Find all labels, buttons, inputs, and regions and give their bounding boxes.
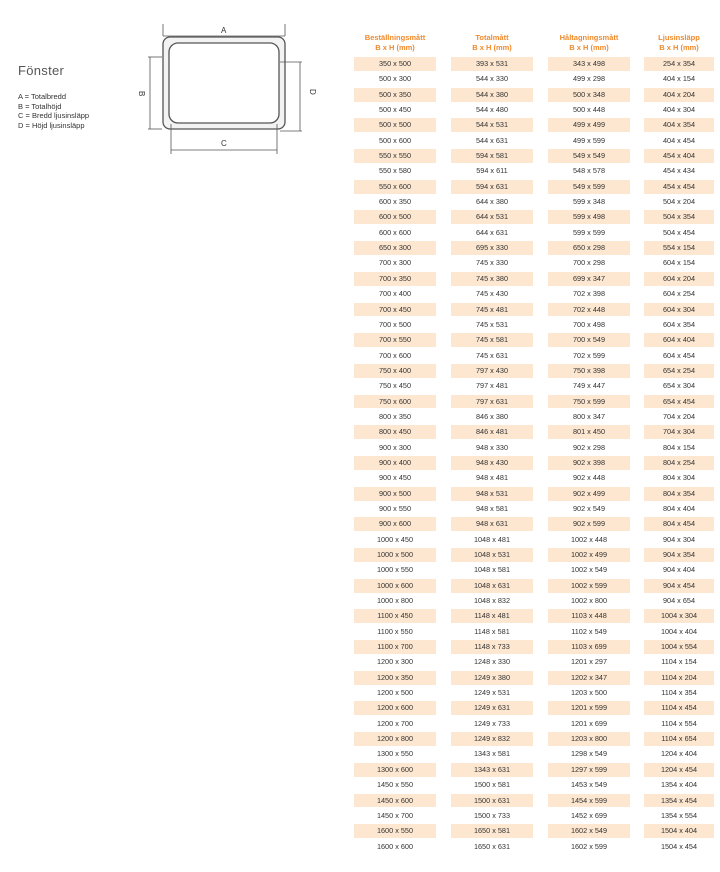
table-cell: 1249 x 380 — [451, 671, 533, 685]
table-cell: 1202 x 347 — [548, 671, 630, 685]
table-cell: 804 x 304 — [644, 471, 714, 485]
table-cell: 549 x 599 — [548, 180, 630, 194]
table-cell: 900 x 300 — [354, 441, 436, 455]
table-cell: 1504 x 404 — [644, 824, 714, 838]
table-row — [354, 548, 714, 563]
table-row — [354, 671, 714, 686]
table-cell: 550 x 600 — [354, 180, 436, 194]
table-cell: 1048 x 581 — [451, 563, 533, 577]
table-cell: 904 x 454 — [644, 579, 714, 593]
table-row — [354, 241, 714, 256]
table-cell: 454 x 454 — [644, 180, 714, 194]
table-cell: 804 x 154 — [644, 441, 714, 455]
table-cell: 604 x 204 — [644, 272, 714, 286]
table-cell: 404 x 454 — [644, 134, 714, 148]
table-row — [354, 809, 714, 824]
table-row — [354, 318, 714, 333]
table-cell: 797 x 481 — [451, 379, 533, 393]
table-cell: 745 x 531 — [451, 318, 533, 332]
table-cell: 404 x 204 — [644, 88, 714, 102]
table-cell: 1200 x 500 — [354, 686, 436, 700]
table-cell: 704 x 204 — [644, 410, 714, 424]
table-row — [354, 487, 714, 502]
table-cell: 800 x 450 — [354, 425, 436, 439]
table-cell: 846 x 481 — [451, 425, 533, 439]
table-cell: 1148 x 481 — [451, 609, 533, 623]
table-cell: 1100 x 450 — [354, 609, 436, 623]
table-cell: 1504 x 454 — [644, 840, 714, 854]
table-cell: 1000 x 450 — [354, 533, 436, 547]
table-cell: 904 x 404 — [644, 563, 714, 577]
table-cell: 804 x 404 — [644, 502, 714, 516]
table-cell: 801 x 450 — [548, 425, 630, 439]
table-cell: 644 x 380 — [451, 195, 533, 209]
page-title: Fönster — [18, 63, 65, 78]
table-cell: 1450 x 600 — [354, 794, 436, 808]
table-row — [354, 134, 714, 149]
table-row — [354, 118, 714, 133]
table-row — [354, 655, 714, 670]
table-cell: 1102 x 549 — [548, 625, 630, 639]
table-row — [354, 210, 714, 225]
table-cell: 350 x 500 — [354, 57, 436, 71]
table-row — [354, 256, 714, 271]
table-row — [354, 425, 714, 440]
table-cell: 1204 x 404 — [644, 747, 714, 761]
table-row — [354, 471, 714, 486]
table-row — [354, 717, 714, 732]
table-row — [354, 333, 714, 348]
table-cell: 1200 x 300 — [354, 655, 436, 669]
table-cell: 900 x 400 — [354, 456, 436, 470]
table-cell: 700 x 550 — [354, 333, 436, 347]
table-cell: 1602 x 599 — [548, 840, 630, 854]
table-cell: 1600 x 600 — [354, 840, 436, 854]
table-cell: 548 x 578 — [548, 164, 630, 178]
table-cell: 904 x 654 — [644, 594, 714, 608]
table-cell: 650 x 298 — [548, 241, 630, 255]
table-cell: 544 x 631 — [451, 134, 533, 148]
table-row — [354, 226, 714, 241]
table-cell: 750 x 450 — [354, 379, 436, 393]
legend-item-a: A = Totalbredd — [18, 92, 67, 101]
table-cell: 797 x 631 — [451, 395, 533, 409]
table-cell: 599 x 599 — [548, 226, 630, 240]
table-cell: 604 x 404 — [644, 333, 714, 347]
table-cell: 1249 x 733 — [451, 717, 533, 731]
table-cell: 594 x 581 — [451, 149, 533, 163]
table-cell: 948 x 330 — [451, 441, 533, 455]
table-cell: 654 x 304 — [644, 379, 714, 393]
table-cell: 750 x 600 — [354, 395, 436, 409]
table-row — [354, 763, 714, 778]
table-cell: 948 x 531 — [451, 487, 533, 501]
table-cell: 804 x 254 — [644, 456, 714, 470]
table-cell: 902 x 499 — [548, 487, 630, 501]
table-cell: 604 x 454 — [644, 349, 714, 363]
table-cell: 1048 x 631 — [451, 579, 533, 593]
table-cell: 695 x 330 — [451, 241, 533, 255]
table-cell: 1600 x 550 — [354, 824, 436, 838]
table-cell: 1450 x 550 — [354, 778, 436, 792]
table-cell: 550 x 580 — [354, 164, 436, 178]
table-cell: 254 x 354 — [644, 57, 714, 71]
table-row — [354, 72, 714, 87]
table-cell: 948 x 430 — [451, 456, 533, 470]
table-cell: 745 x 330 — [451, 256, 533, 270]
table-row — [354, 840, 714, 855]
dimension-b — [148, 57, 162, 129]
table-cell: 846 x 380 — [451, 410, 533, 424]
table-row — [354, 272, 714, 287]
table-cell: 549 x 549 — [548, 149, 630, 163]
table-header — [354, 33, 714, 57]
table-cell: 499 x 499 — [548, 118, 630, 132]
table-cell: 1204 x 454 — [644, 763, 714, 777]
window-diagram — [130, 20, 320, 160]
table-body — [354, 57, 714, 855]
table-cell: 393 x 531 — [451, 57, 533, 71]
table-cell: 900 x 500 — [354, 487, 436, 501]
table-cell: 404 x 354 — [644, 118, 714, 132]
table-cell: 1002 x 800 — [548, 594, 630, 608]
table-cell: 1002 x 599 — [548, 579, 630, 593]
table-row — [354, 625, 714, 640]
table-cell: 1104 x 554 — [644, 717, 714, 731]
table-cell: 800 x 347 — [548, 410, 630, 424]
table-cell: 1602 x 549 — [548, 824, 630, 838]
table-cell: 700 x 600 — [354, 349, 436, 363]
table-cell: 1004 x 554 — [644, 640, 714, 654]
table-row — [354, 441, 714, 456]
table-cell: 804 x 354 — [644, 487, 714, 501]
table-cell: 1343 x 631 — [451, 763, 533, 777]
table-cell: 1650 x 631 — [451, 840, 533, 854]
table-cell: 1249 x 832 — [451, 732, 533, 746]
table-cell: 900 x 600 — [354, 517, 436, 531]
table-cell: 1002 x 448 — [548, 533, 630, 547]
table-row — [354, 103, 714, 118]
table-cell: 1201 x 297 — [548, 655, 630, 669]
table-cell: 604 x 304 — [644, 303, 714, 317]
table-cell: 1200 x 350 — [354, 671, 436, 685]
table-cell: 745 x 631 — [451, 349, 533, 363]
table-cell: 1200 x 700 — [354, 717, 436, 731]
table-cell: 745 x 430 — [451, 287, 533, 301]
table-cell: 1300 x 600 — [354, 763, 436, 777]
table-cell: 499 x 599 — [548, 134, 630, 148]
table-row — [354, 517, 714, 532]
table-row — [354, 701, 714, 716]
table-cell: 343 x 498 — [548, 57, 630, 71]
table-cell: 1500 x 581 — [451, 778, 533, 792]
table-cell: 1002 x 549 — [548, 563, 630, 577]
table-cell: 1201 x 599 — [548, 701, 630, 715]
table-cell: 902 x 549 — [548, 502, 630, 516]
table-cell: 904 x 354 — [644, 548, 714, 562]
table-cell: 900 x 450 — [354, 471, 436, 485]
table-cell: 700 x 300 — [354, 256, 436, 270]
table-cell: 504 x 204 — [644, 195, 714, 209]
table-cell: 700 x 298 — [548, 256, 630, 270]
table-cell: 1104 x 154 — [644, 655, 714, 669]
dimension-label-c: C — [221, 139, 227, 148]
table-cell: 1454 x 599 — [548, 794, 630, 808]
table-cell: 750 x 599 — [548, 395, 630, 409]
table-cell: 1200 x 600 — [354, 701, 436, 715]
table-cell: 1103 x 699 — [548, 640, 630, 654]
table-cell: 1100 x 550 — [354, 625, 436, 639]
table-cell: 544 x 330 — [451, 72, 533, 86]
table-cell: 500 x 448 — [548, 103, 630, 117]
table-cell: 1343 x 581 — [451, 747, 533, 761]
table-cell: 702 x 599 — [548, 349, 630, 363]
table-cell: 745 x 481 — [451, 303, 533, 317]
table-row — [354, 794, 714, 809]
table-row — [354, 502, 714, 517]
table-cell: 1104 x 204 — [644, 671, 714, 685]
table-cell: 902 x 298 — [548, 441, 630, 455]
table-cell: 500 x 500 — [354, 118, 436, 132]
table-row — [354, 456, 714, 471]
table-cell: 700 x 350 — [354, 272, 436, 286]
table-row — [354, 164, 714, 179]
table-cell: 1002 x 499 — [548, 548, 630, 562]
table-cell: 745 x 581 — [451, 333, 533, 347]
table-row — [354, 349, 714, 364]
table-cell: 1354 x 554 — [644, 809, 714, 823]
dimensions-table — [354, 33, 714, 855]
table-cell: 1004 x 404 — [644, 625, 714, 639]
table-row — [354, 533, 714, 548]
table-cell: 1148 x 733 — [451, 640, 533, 654]
table-cell: 1201 x 699 — [548, 717, 630, 731]
dimension-label-a: A — [221, 26, 227, 35]
table-row — [354, 57, 714, 72]
table-cell: 700 x 498 — [548, 318, 630, 332]
legend — [18, 92, 89, 130]
dimension-label-d: D — [308, 89, 317, 95]
table-cell: 1200 x 800 — [354, 732, 436, 746]
table-cell: 1103 x 448 — [548, 609, 630, 623]
table-cell: 700 x 500 — [354, 318, 436, 332]
table-cell: 1000 x 800 — [354, 594, 436, 608]
table-cell: 1248 x 330 — [451, 655, 533, 669]
table-row — [354, 195, 714, 210]
table-cell: 500 x 348 — [548, 88, 630, 102]
table-cell: 1148 x 581 — [451, 625, 533, 639]
table-cell: 604 x 254 — [644, 287, 714, 301]
table-row — [354, 732, 714, 747]
table-cell: 500 x 450 — [354, 103, 436, 117]
table-cell: 1203 x 500 — [548, 686, 630, 700]
table-cell: 1450 x 700 — [354, 809, 436, 823]
table-cell: 1004 x 304 — [644, 609, 714, 623]
table-row — [354, 395, 714, 410]
table-row — [354, 88, 714, 103]
table-cell: 500 x 350 — [354, 88, 436, 102]
table-cell: 700 x 450 — [354, 303, 436, 317]
table-cell: 1453 x 549 — [548, 778, 630, 792]
table-cell: 1104 x 354 — [644, 686, 714, 700]
header-haltagningsmatt: Håltagningsmått B x H (mm) — [559, 33, 619, 52]
table-cell: 702 x 398 — [548, 287, 630, 301]
table-cell: 404 x 304 — [644, 103, 714, 117]
table-cell: 904 x 304 — [644, 533, 714, 547]
table-cell: 454 x 434 — [644, 164, 714, 178]
table-row — [354, 364, 714, 379]
table-cell: 1203 x 800 — [548, 732, 630, 746]
table-cell: 1249 x 531 — [451, 686, 533, 700]
table-cell: 599 x 498 — [548, 210, 630, 224]
table-cell: 644 x 631 — [451, 226, 533, 240]
table-row — [354, 563, 714, 578]
table-cell: 404 x 154 — [644, 72, 714, 86]
table-cell: 504 x 454 — [644, 226, 714, 240]
table-cell: 1048 x 481 — [451, 533, 533, 547]
table-row — [354, 747, 714, 762]
table-cell: 797 x 430 — [451, 364, 533, 378]
table-cell: 750 x 398 — [548, 364, 630, 378]
table-cell: 544 x 531 — [451, 118, 533, 132]
table-cell: 699 x 347 — [548, 272, 630, 286]
table-cell: 749 x 447 — [548, 379, 630, 393]
table-cell: 1452 x 699 — [548, 809, 630, 823]
table-cell: 454 x 404 — [644, 149, 714, 163]
table-row — [354, 686, 714, 701]
header-bestallningsmatt: Beställningsmått B x H (mm) — [364, 33, 426, 52]
table-cell: 1300 x 550 — [354, 747, 436, 761]
table-cell: 745 x 380 — [451, 272, 533, 286]
table-cell: 700 x 400 — [354, 287, 436, 301]
table-cell: 544 x 380 — [451, 88, 533, 102]
table-cell: 654 x 254 — [644, 364, 714, 378]
table-cell: 604 x 154 — [644, 256, 714, 270]
table-cell: 1500 x 631 — [451, 794, 533, 808]
table-cell: 1249 x 631 — [451, 701, 533, 715]
table-cell: 500 x 300 — [354, 72, 436, 86]
table-row — [354, 379, 714, 394]
table-cell: 594 x 631 — [451, 180, 533, 194]
table-cell: 1298 x 549 — [548, 747, 630, 761]
table-cell: 1297 x 599 — [548, 763, 630, 777]
table-cell: 702 x 448 — [548, 303, 630, 317]
table-cell: 604 x 354 — [644, 318, 714, 332]
table-row — [354, 287, 714, 302]
table-cell: 544 x 480 — [451, 103, 533, 117]
table-cell: 750 x 400 — [354, 364, 436, 378]
table-cell: 948 x 581 — [451, 502, 533, 516]
table-cell: 600 x 500 — [354, 210, 436, 224]
table-cell: 700 x 549 — [548, 333, 630, 347]
legend-item-b: B = Totalhöjd — [18, 101, 62, 111]
table-cell: 554 x 154 — [644, 241, 714, 255]
legend-item-c: C = Bredd ljusinsläpp — [18, 111, 90, 120]
table-cell: 800 x 350 — [354, 410, 436, 424]
table-row — [354, 410, 714, 425]
table-row — [354, 579, 714, 594]
table-cell: 1100 x 700 — [354, 640, 436, 654]
table-cell: 704 x 304 — [644, 425, 714, 439]
table-cell: 1354 x 454 — [644, 794, 714, 808]
table-cell: 948 x 631 — [451, 517, 533, 531]
table-row — [354, 180, 714, 195]
table-cell: 1650 x 581 — [451, 824, 533, 838]
table-cell: 600 x 600 — [354, 226, 436, 240]
table-row — [354, 778, 714, 793]
table-cell: 900 x 550 — [354, 502, 436, 516]
table-cell: 948 x 481 — [451, 471, 533, 485]
table-cell: 1048 x 531 — [451, 548, 533, 562]
table-row — [354, 824, 714, 839]
header-totalmatt: Totalmått B x H (mm) — [472, 33, 512, 52]
table-cell: 599 x 348 — [548, 195, 630, 209]
table-cell: 1104 x 454 — [644, 701, 714, 715]
table-cell: 1000 x 550 — [354, 563, 436, 577]
table-cell: 804 x 454 — [644, 517, 714, 531]
table-cell: 650 x 300 — [354, 241, 436, 255]
table-cell: 550 x 550 — [354, 149, 436, 163]
table-cell: 1000 x 500 — [354, 548, 436, 562]
table-cell: 600 x 350 — [354, 195, 436, 209]
table-cell: 504 x 354 — [644, 210, 714, 224]
table-row — [354, 640, 714, 655]
table-row — [354, 609, 714, 624]
table-cell: 1048 x 832 — [451, 594, 533, 608]
table-cell: 594 x 611 — [451, 164, 533, 178]
table-cell: 654 x 454 — [644, 395, 714, 409]
table-cell: 1500 x 733 — [451, 809, 533, 823]
header-ljusinslapp: Ljusinsläpp B x H (mm) — [658, 33, 700, 52]
table-cell: 902 x 599 — [548, 517, 630, 531]
table-cell: 499 x 298 — [548, 72, 630, 86]
table-cell: 500 x 600 — [354, 134, 436, 148]
table-cell: 1354 x 404 — [644, 778, 714, 792]
legend-item-d: D = Höjd ljusinsläpp — [18, 120, 85, 130]
table-cell: 902 x 448 — [548, 471, 630, 485]
window-inner-frame — [169, 43, 279, 123]
table-row — [354, 149, 714, 164]
table-cell: 902 x 398 — [548, 456, 630, 470]
table-row — [354, 303, 714, 318]
table-cell: 1000 x 600 — [354, 579, 436, 593]
table-cell: 644 x 531 — [451, 210, 533, 224]
table-cell: 1104 x 654 — [644, 732, 714, 746]
table-row — [354, 594, 714, 609]
dimension-label-b: B — [137, 91, 146, 97]
